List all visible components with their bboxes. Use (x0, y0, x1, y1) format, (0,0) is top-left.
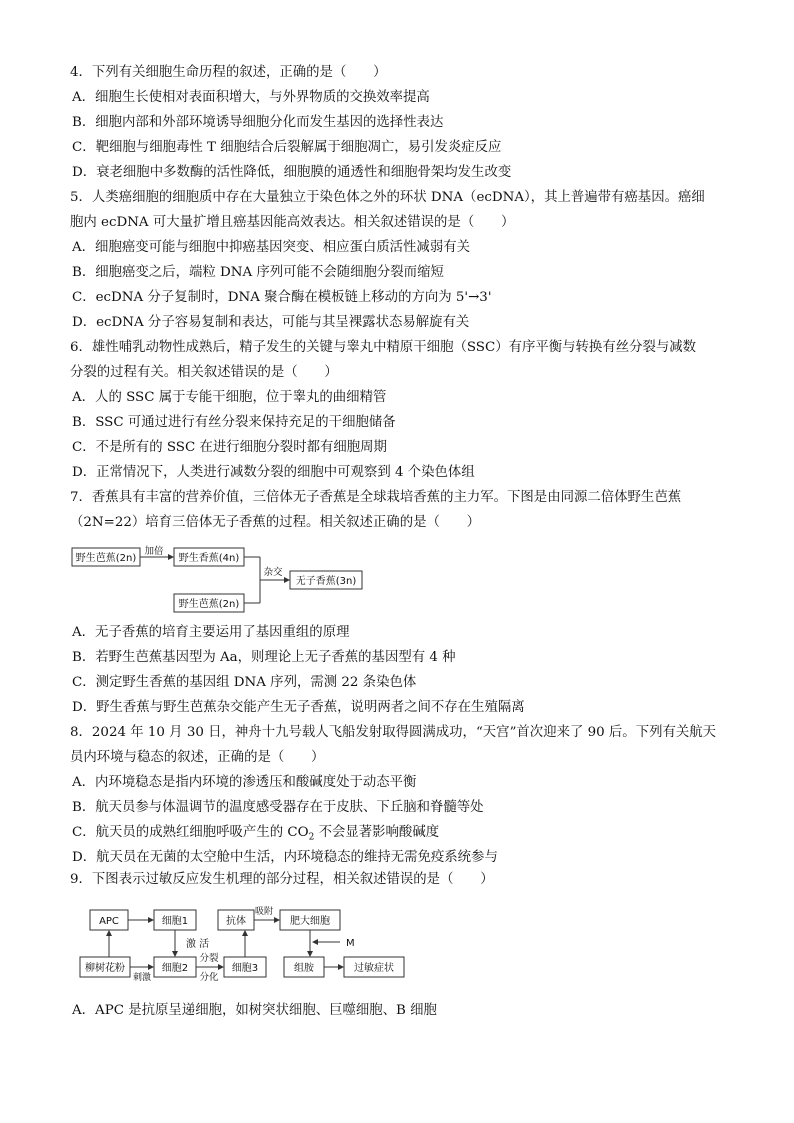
q9-label-activate: 激 活 (186, 939, 210, 950)
q9-label-m: M (346, 938, 355, 949)
svg-text:野生香蕉(4n): 野生香蕉(4n) (178, 553, 240, 564)
q8-stem-line2: 员内环境与稳态的叙述，正确的是（ ） (70, 750, 325, 765)
q9-box-cell2 (154, 957, 196, 977)
q9-stem: 9．下图表示过敏反应发生机理的部分过程，相关叙述错误的是（ ） (70, 872, 494, 887)
q5-stem-line1: 5．人类癌细胞的细胞质中存在大量独立于染色体之外的环状 DNA（ecDNA），其上普遍带有癌基因。癌细 (70, 190, 705, 205)
q7-option-a: A．无子香蕉的培育主要运用了基因重组的原理 (72, 625, 350, 640)
q9-label-divide: 分裂 (199, 953, 219, 964)
q9-label-differentiate: 分化 (199, 972, 219, 982)
q4-stem: 4．下列有关细胞生命历程的叙述，正确的是（ ） (70, 65, 387, 80)
svg-text:抗体: 抗体 (226, 916, 246, 927)
q8-option-a: A．内环境稳态是指内环境的渗透压和酸碱度处于动态平衡 (72, 775, 417, 790)
q9-box-symptom (344, 957, 404, 977)
q6-option-a: A．人的 SSC 属于专能干细胞，位于睾丸的曲细精管 (72, 390, 387, 405)
q7-box-wild-plantain-top (72, 548, 140, 566)
svg-text:细胞2: 细胞2 (161, 963, 189, 974)
svg-text:柳树花粉: 柳树花粉 (85, 963, 125, 974)
svg-text:野生芭蕉(2n): 野生芭蕉(2n) (178, 599, 240, 610)
q5-option-d: D．ecDNA 分子容易复制和表达，可能与其呈裸露状态易解旋有关 (72, 315, 470, 330)
svg-text:肥大细胞: 肥大细胞 (290, 916, 330, 927)
q7-box-wild-banana (174, 548, 244, 566)
q6-stem-line1: 6．雄性哺乳动物性成熟后，精子发生的关键与睾丸中精原干细胞（SSC）有序平衡与转换有丝分裂与减数 (70, 340, 697, 355)
q4-option-d: D．衰老细胞中多数酶的活性降低，细胞膜的通透性和细胞骨架均发生改变 (72, 165, 512, 180)
q9-box-cell3 (224, 957, 266, 977)
q8-option-b: B．航天员参与体温调节的温度感受器存在于皮肤、下丘脑和脊髓等处 (72, 800, 484, 815)
q9-allergy-diagram (78, 906, 438, 982)
q4-option-c: C．靶细胞与细胞毒性 T 细胞结合后裂解属于细胞凋亡，易引发炎症反应 (72, 140, 502, 155)
q5-stem-line2: 胞内 ecDNA 可大量扩增且癌基因能高效表达。相关叙述错误的是（ ） (70, 215, 515, 230)
q7-label-double: 加倍 (144, 546, 164, 557)
q9-label-adsorb: 吸附 (254, 907, 274, 917)
q8-stem-line1: 8．2024 年 10 月 30 日，神舟十九号载人飞船发射取得圆满成功，“天宫”首次迎来了 90 后。下列有关航天 (70, 725, 717, 740)
q9-box-antibody (218, 910, 254, 930)
q8-option-d: D．航天员在无菌的太空舱中生活，内环境稳态的维持无需免疫系统参与 (72, 850, 498, 865)
svg-text:组胺: 组胺 (294, 963, 314, 974)
q8-option-c: C．航天员的成熟红细胞呼吸产生的 $CO_2$ 不会显著影响酸碱度 (72, 825, 440, 843)
q9-option-a: A．APC 是抗原呈递细胞，如树突状细胞、巨噬细胞、B 细胞 (72, 1003, 437, 1018)
q9-box-pollen (80, 957, 130, 977)
q9-label-stimulate: 刺激 (132, 973, 152, 982)
q7-breeding-diagram (70, 544, 370, 616)
q9-box-mast-cell (280, 910, 340, 930)
svg-text:过敏症状: 过敏症状 (354, 963, 394, 974)
q5-option-c: C．ecDNA 分子复制时，DNA 聚合酶在模板链上移动的方向为 5'→3' (72, 290, 492, 305)
q7-stem-line1: 7．香蕉具有丰富的营养价值，三倍体无子香蕉是全球栽培香蕉的主力军。下图是由同源二倍体野生芭蕉 (70, 490, 682, 505)
q9-box-histamine (284, 957, 324, 977)
q7-label-cross: 杂交 (263, 567, 283, 578)
q7-stem-line2: （2N=22）培育三倍体无子香蕉的过程。相关叙述正确的是（ ） (70, 515, 481, 530)
q4-option-b: B．细胞内部和外部环境诱导细胞分化而发生基因的选择性表达 (72, 115, 444, 130)
q6-stem-line2: 分裂的过程有关。相关叙述错误的是（ ） (70, 365, 338, 380)
svg-text:细胞1: 细胞1 (161, 916, 189, 927)
svg-text:无子香蕉(3n): 无子香蕉(3n) (295, 576, 357, 587)
svg-text:野生芭蕉(2n): 野生芭蕉(2n) (75, 553, 137, 564)
q6-option-b: B．SSC 可通过进行有丝分裂来保持充足的干细胞储备 (72, 415, 396, 430)
q4-option-a: A．细胞生长使相对表面积增大，与外界物质的交换效率提高 (72, 90, 430, 105)
q7-option-c: C．测定野生香蕉的基因组 DNA 序列，需测 22 条染色体 (72, 675, 417, 690)
q9-box-apc (90, 910, 128, 930)
svg-text:APC: APC (99, 916, 119, 927)
q6-option-d: D．正常情况下，人类进行减数分裂的细胞中可观察到 4 个染色体组 (72, 465, 475, 480)
q7-box-wild-plantain-bottom (174, 594, 244, 612)
svg-text:细胞3: 细胞3 (231, 963, 259, 974)
q7-option-d: D．野生香蕉与野生芭蕉杂交能产生无子香蕉，说明两者之间不存在生殖隔离 (72, 700, 525, 715)
q6-option-c: C．不是所有的 SSC 在进行细胞分裂时都有细胞周期 (72, 440, 387, 455)
q5-option-b: B．细胞癌变之后，端粒 DNA 序列可能不会随细胞分裂而缩短 (72, 265, 444, 280)
q7-box-seedless-banana (290, 571, 362, 589)
q5-option-a: A．细胞癌变可能与细胞中抑癌基因突变、相应蛋白质活性减弱有关 (72, 240, 470, 255)
q7-option-b: B．若野生芭蕉基因型为 Aa，则理论上无子香蕉的基因型有 4 种 (72, 650, 456, 665)
q9-box-cell1 (154, 910, 196, 930)
